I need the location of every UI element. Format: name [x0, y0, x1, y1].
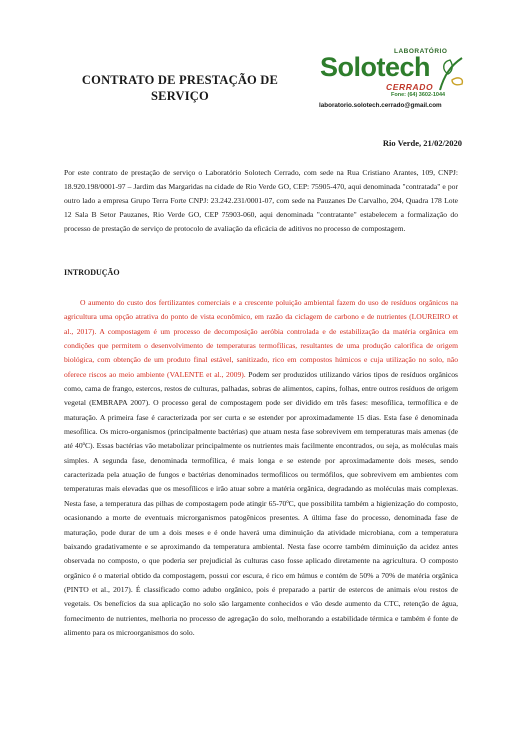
- logo-email: laboratorio.solotech.cerrado@gmail.com: [319, 102, 442, 109]
- solotech-logo: [318, 48, 468, 118]
- document-title: CONTRATO DE PRESTAÇÃO DE SERVIÇO: [81, 73, 279, 103]
- introduction-highlighted-text: O aumento do custo dos fertilizantes comerciais e a crescente poluição ambiental fazem do uso de resíduos orgânicos na agricultura uma opção atrativa do ponto de vista econômico, em razão da ciclagem de carbono e de nutrientes (LOUREIRO et al., 2017). A compostagem é um processo de decomposição aeróbia controlada e de estabilização da matéria orgânica em condições que permitem o desenvolvimento de temperaturas termofílicas, resultantes de uma produção calorífica de origem biológica, com obtenção de um produto final estável, sanitizado, rico em compostos húmicos e cuja utilização no solo, não oferece riscos ao meio ambiente (VALENTE et al., 2009).: [64, 298, 458, 379]
- section-heading: INTRODUÇÃO: [64, 268, 120, 277]
- introduction-paragraph: [64, 296, 458, 640]
- logo-lab-text: LABORATÓRIO: [394, 48, 448, 55]
- logo-phone: Fone: (64) 3602-1044: [391, 92, 446, 98]
- document-date: Rio Verde, 21/02/2020: [382, 138, 462, 148]
- logo-brand-text: Solotech: [320, 52, 431, 82]
- introduction-body-text: Podem ser produzidos utilizando vários tipos de resíduos orgânicos como, cama de frango, estercos, restos de culturas, palhadas, sobras de alimentos, capins, folhas, entre outros resíduos de origem vegetal (EMBRAPA 2007). O processo geral de compostagem pode ser dividido em três fases: mesofílica, termofílica e de maturação. A primeira fase é caracterizada por ser curta e se estender por aproximadamente 15 dias. Esta fase é denominada mesofílica. Os micro-organismos (principalmente bactérias) que atuam nesta fase sobrevivem em temperaturas mais amenas (de até 40ºC). Essas bactérias vão metabolizar principalmente os nutrientes mais facilmente encontrados, ou seja, as moléculas mais simples. A segunda fase, denominada termofílica, é mais longa e se estende por aproximadamente dois meses, sendo caracterizada pela atuação de fungos e bactérias denominados termofílicos ou termófilos, que sobrevivem em ambientes com temperaturas mais elevadas que os mesofílicos e irão atuar sobre a matéria orgânica, degradando as moléculas mais complexas. Nesta fase, a temperatura das pilhas de compostagem pode atingir 65-70ºC, que possibilita também a higienização do composto, ocasionando a morte de eventuais microrganismos patogênicos presentes. A última fase do processo, denominada fase de maturação, pode durar de um a dois meses e é onde haverá uma diminuição da atividade microbiana, com a temperatura baixando gradativamente e se aproximando da temperatura ambiental. Nesta fase ocorre também diminuição da acidez antes observada no composto, o que poderia ser prejudicial às culturas caso fosse aplicado diretamente na agricultura. O composto orgânico é o material obtido da compostagem, possui cor escura, é rico em húmus e contém de 50% a 70% de matéria orgânica (PINTO et al., 2017). É classificado como adubo orgânico, pois é preparado a partir de estercos de animais e/ou restos de vegetais. Os benefícios da sua aplicação no solo são largamente conhecidos e vão desde aumento da CTC, retenção de água, fornecimento de nutrientes, melhoria no processo de agregação do solo, melhorando a estabilidade térmica e também é fonte de alimento para os microorganismos do solo.: [64, 369, 458, 637]
- leaf-icon: [436, 56, 466, 92]
- logo-sub-text: CERRADO: [386, 82, 434, 92]
- contract-intro-paragraph: Por este contrato de prestação de serviço o Laboratório Solotech Cerrado, com sede na Rua Cristiano Arantes, 109, CNPJ: 18.920.198/0001-97 – Jardim das Margaridas na cidade de Rio Verde GO, CEP: 75905-470, aqui denominada "contratada" e por outro lado a empresa Grupo Terra Forte CNPJ: 23.242.231/0001-07, com sede na Pauzanes De Carvalho, 204, Quadra 178 Lote 12 Sala B Setor Pauzanes, Rio Verde GO, CEP 75903-060, aqui denominada "contratante" estabelecem a formalização do processo de prestação de serviço de protocolo de avaliação da eficácia de aditivos no processo de compostagem.: [64, 168, 458, 233]
